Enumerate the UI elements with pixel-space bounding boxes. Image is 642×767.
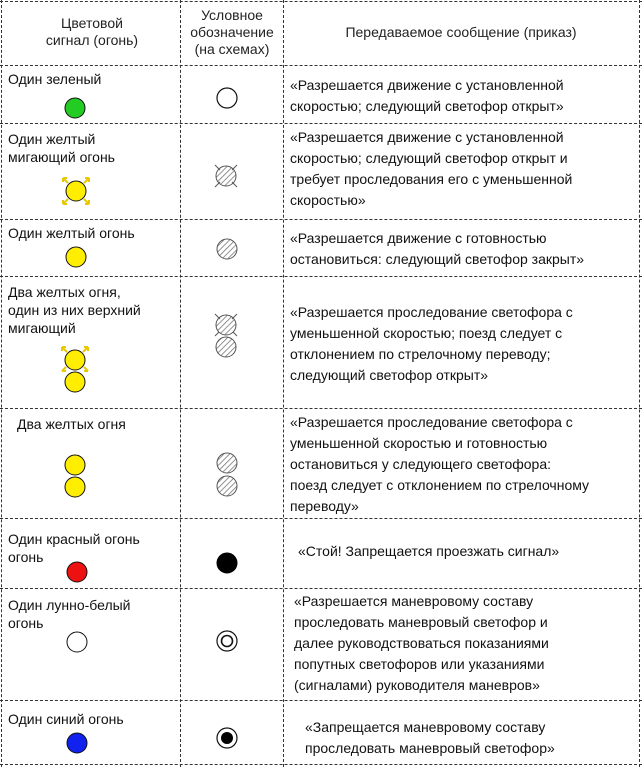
hatched-crossed-over-hatched-symbol-icon: [213, 312, 239, 362]
header-symbol: Условное обозначение (на схемах): [190, 7, 274, 57]
flashing-yellow-lamp-icon: [58, 173, 94, 209]
table-border-left: [1, 0, 2, 767]
table-border-right: [639, 0, 640, 767]
header-message: Передаваемое сообщение (приказ): [345, 24, 577, 40]
column-divider: [180, 0, 181, 767]
table-border-top: [0, 1, 642, 2]
signal-name: Один желтый мигающий огонь: [8, 131, 115, 165]
signal-name: Два желтых огня: [17, 416, 126, 432]
signal-message: «Разрешается проследование светофора с уменьшенной скоростью; поезд следует с отклонением по стрелочному переводу; следующий светофор открыт»: [290, 304, 573, 383]
row-divider: [0, 219, 642, 220]
header-signal: Цветовой сигнал (огонь): [45, 15, 139, 48]
row-divider: [0, 588, 642, 589]
hatched-crossed-circle-symbol-icon: [213, 163, 239, 189]
row-divider: [0, 65, 642, 66]
signal-name: Один желтый огонь: [8, 225, 135, 241]
signal-name: Один синий огонь: [8, 711, 124, 727]
filled-black-circle-symbol-icon: [215, 551, 239, 575]
row-divider: [0, 700, 642, 701]
table-border-bottom: [0, 764, 642, 765]
double-ring-circle-symbol-icon: [215, 629, 239, 653]
open-circle-symbol-icon: [215, 86, 239, 110]
row-divider: [0, 123, 642, 124]
row-divider: [0, 276, 642, 277]
green-lamp-icon: [63, 96, 87, 120]
two-yellow-flashing-lamps-icon: [57, 342, 93, 400]
blue-lamp-icon: [65, 731, 89, 755]
ring-with-black-dot-symbol-icon: [215, 726, 239, 750]
signal-message: «Разрешается маневровому составу проследовать маневровый светофор и далее руководствоваться показаниями попутных светофоров или указаниями (сигналами) руководителя маневров»: [294, 593, 549, 693]
signal-message: «Запрещается маневровому составу проследовать маневровый светофор»: [305, 719, 555, 756]
signal-message: «Стой! Запрещается проезжать сигнал»: [298, 543, 560, 559]
signal-name: Один лунно-белый огонь: [8, 597, 131, 631]
signal-name: Один зеленый: [8, 71, 102, 87]
yellow-lamp-icon: [64, 245, 88, 269]
signal-name: Один красный огонь огонь: [8, 531, 140, 565]
signal-message: «Разрешается проследование светофора с уменьшенной скоростью и готовностью остановиться у следующего светофора: поезд следует с отклонением по стрелочному переводу»: [290, 414, 590, 514]
red-lamp-icon: [65, 560, 89, 584]
row-divider: [0, 408, 642, 409]
signal-message: «Разрешается движение с готовностью остановиться: следующий светофор закрыт»: [290, 230, 585, 267]
white-lamp-icon: [65, 630, 89, 654]
two-hatched-circles-symbol-icon: [215, 451, 239, 499]
column-divider: [283, 0, 284, 767]
row-divider: [0, 518, 642, 519]
two-yellow-lamps-icon: [62, 453, 88, 501]
signal-name: Два желтых огня, один из них верхний мигающий: [8, 284, 141, 336]
hatched-circle-symbol-icon: [215, 237, 239, 261]
signal-message: «Разрешается движение с установленной скоростью; следующий светофор открыт и требует проследования его с уменьшенной скоростью»: [290, 129, 573, 208]
signal-message: «Разрешается движение с установленной скоростью; следующий светофор открыт»: [290, 77, 564, 114]
